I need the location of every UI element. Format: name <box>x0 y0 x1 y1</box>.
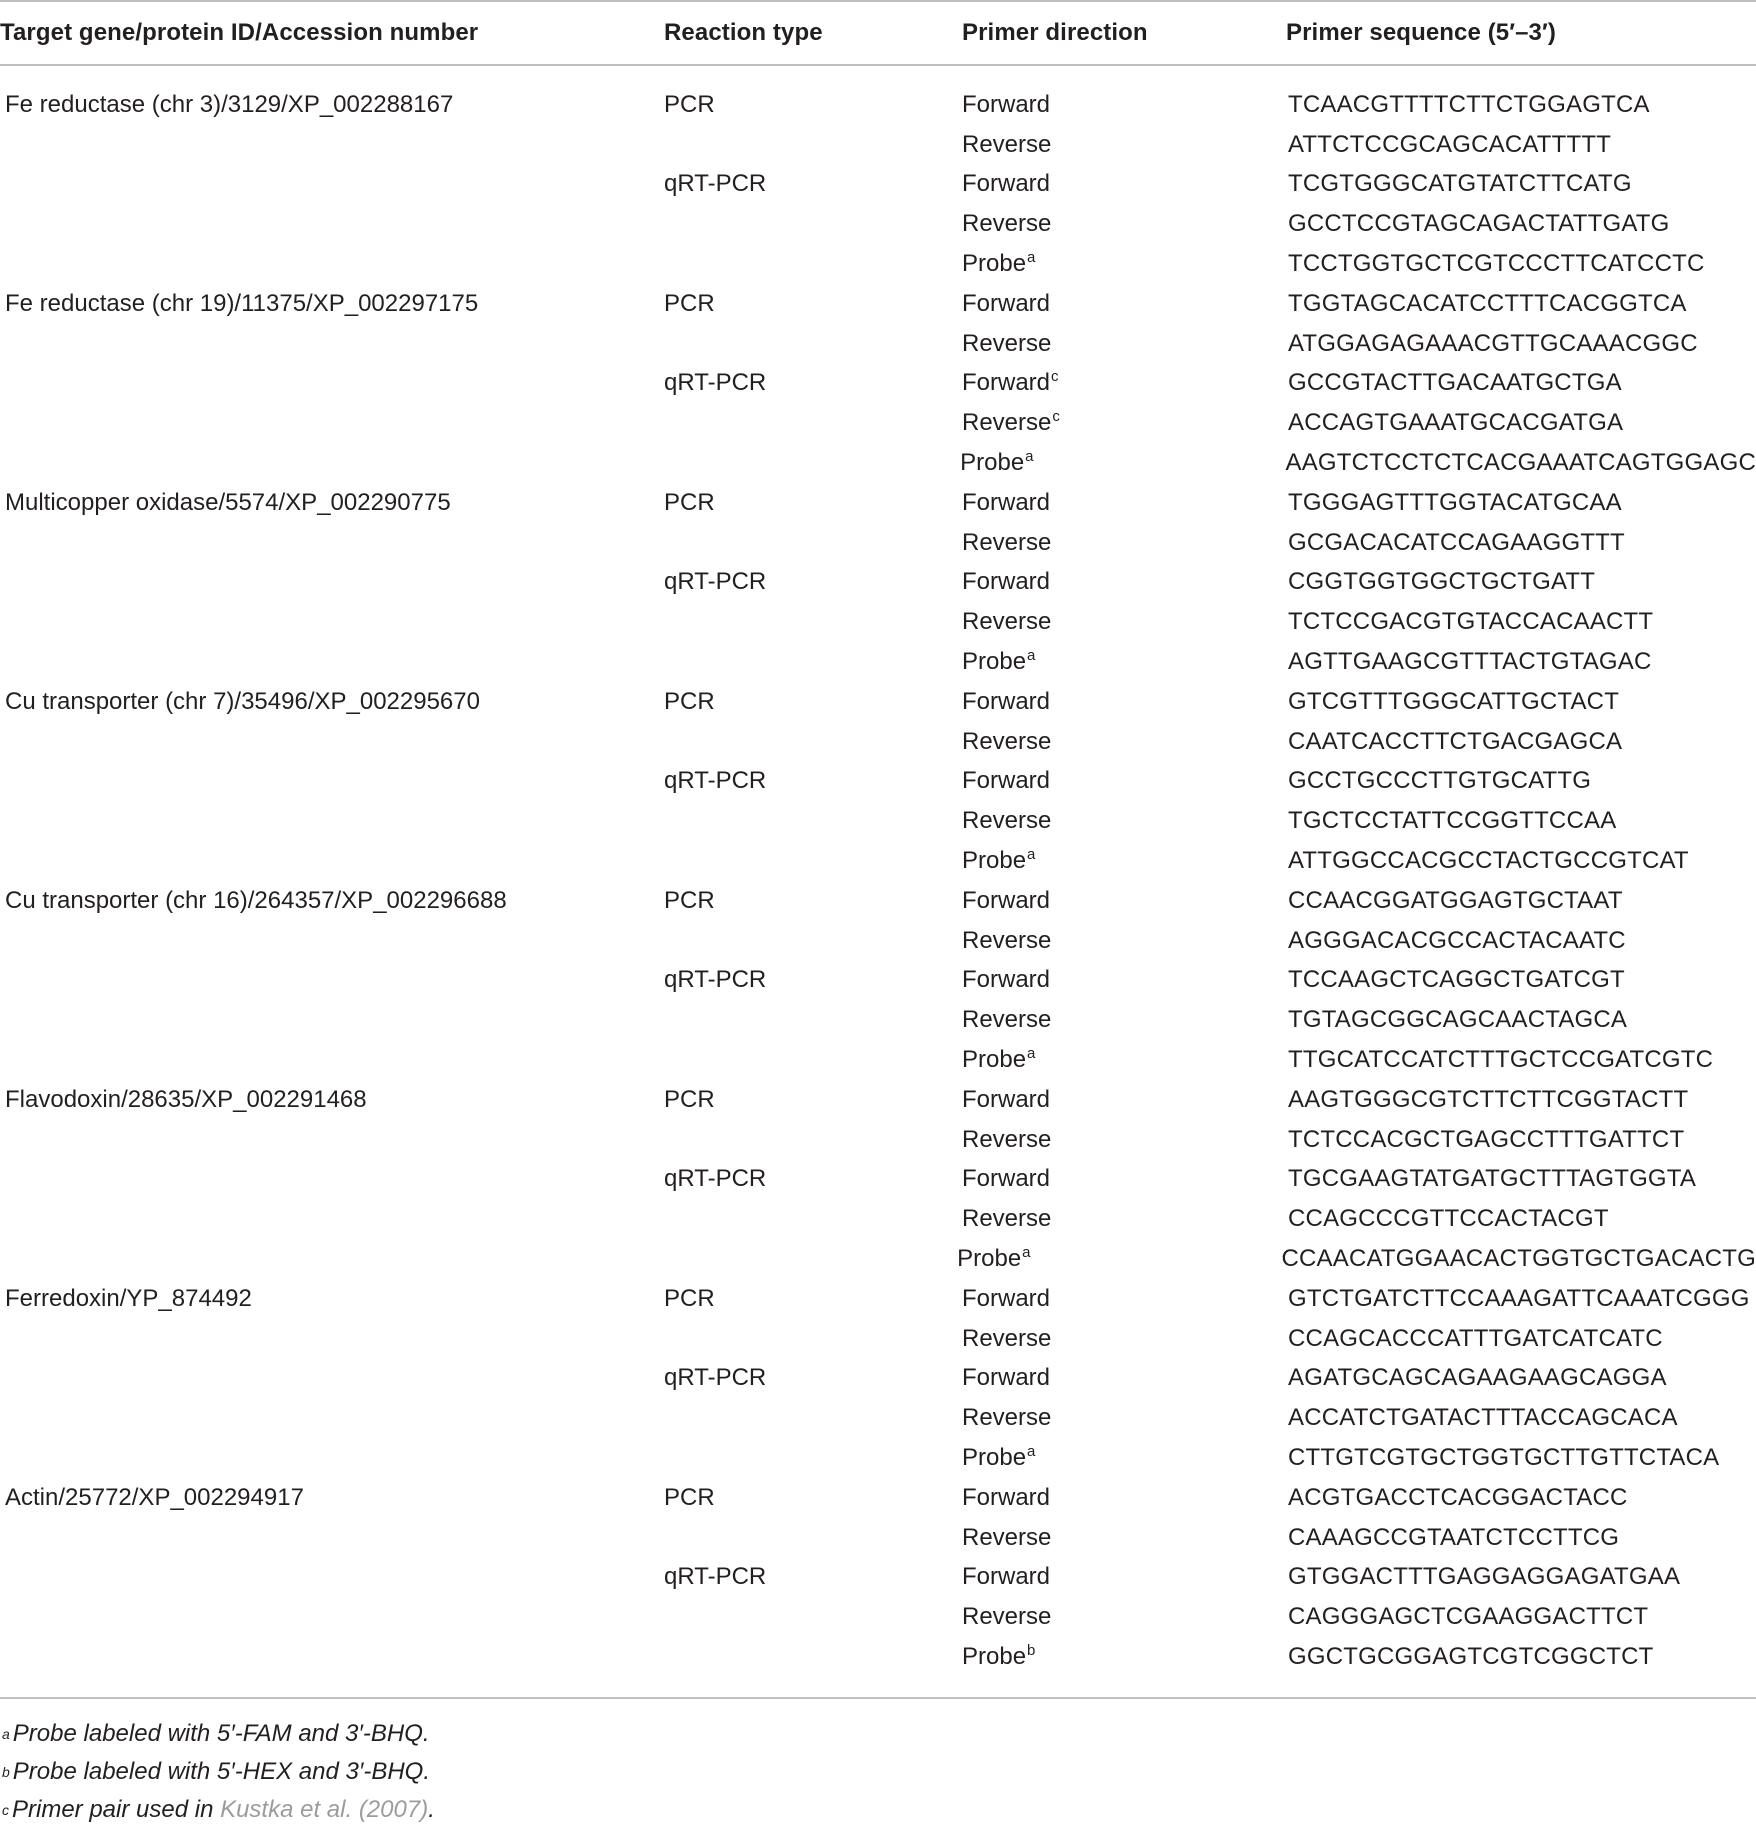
table-row <box>0 881 1756 921</box>
direction-label: Forward <box>962 289 1051 317</box>
direction-label: Forward <box>962 568 1051 596</box>
cell-gene: Multicopper oxidase/5574/XP_002290775 <box>5 488 451 516</box>
cell-reaction: PCR <box>664 687 715 715</box>
cell-reaction: qRT-PCR <box>664 568 767 596</box>
cell-direction <box>962 1008 1286 1032</box>
direction-label: Forward <box>962 966 1051 994</box>
cell-direction <box>962 1442 1286 1471</box>
cell-direction <box>962 1167 1286 1191</box>
cell-sequence: CCAACATGGAACACTGGTGCTGACACTG <box>1281 1245 1756 1272</box>
direction-label: Reverse <box>962 1404 1052 1432</box>
direction-label: Reverse <box>962 210 1052 238</box>
header-gene: Target gene/protein ID/Accession number <box>0 19 479 46</box>
cell-sequence: CCAGCACCCATTTGATCATCATC <box>1288 1324 1663 1352</box>
cell-direction <box>962 610 1286 634</box>
table-row <box>0 722 1756 762</box>
table-row <box>0 284 1756 324</box>
footnote-text: Probe labeled with 5′-FAM and 3′-BHQ. <box>12 1719 430 1747</box>
table-row <box>0 483 1756 523</box>
table-row <box>0 1597 1756 1637</box>
direction-label: Reverse <box>962 1006 1052 1034</box>
direction-label: Forward <box>962 767 1051 795</box>
cell-reaction: PCR <box>664 1483 715 1511</box>
header-direction: Primer direction <box>962 19 1148 46</box>
cell-sequence: GCCGTACTTGACAATGCTGA <box>1288 369 1622 397</box>
cell-sequence: CCAGCCCGTTCCACTACGT <box>1288 1205 1609 1233</box>
cell-direction <box>962 846 1286 875</box>
footnotes <box>0 1699 1756 1829</box>
cell-sequence: GCCTGCCCTTGTGCATTG <box>1288 767 1592 795</box>
cell-direction <box>962 1406 1286 1430</box>
cell-direction <box>962 289 1286 317</box>
cell-sequence: TCAACGTTTTCTTCTGGAGTCA <box>1288 90 1650 118</box>
direction-label: Reverse <box>962 329 1052 357</box>
cell-sequence: ACGTGACCTCACGGACTACC <box>1288 1483 1628 1511</box>
direction-label: Reverse <box>962 608 1052 636</box>
table-row <box>0 1120 1756 1160</box>
cell-reaction: qRT-PCR <box>664 767 767 795</box>
table-row <box>0 1637 1756 1677</box>
table-row <box>0 403 1756 443</box>
cell-sequence: TGGTAGCACATCCTTTCACGGTCA <box>1288 289 1687 317</box>
table-row <box>0 204 1756 244</box>
header-reaction: Reaction type <box>664 19 823 46</box>
table-row <box>0 165 1756 205</box>
cell-sequence: TGCTCCTATTCCGGTTCCAA <box>1288 807 1617 835</box>
direction-label: Probe <box>962 847 1027 875</box>
cell-sequence: GTCGTTTGGGCATTGCTACT <box>1288 687 1620 715</box>
cell-gene: Flavodoxin/28635/XP_002291468 <box>5 1085 367 1113</box>
cell-reaction: qRT-PCR <box>664 1563 767 1591</box>
footnote-marker: a <box>1027 249 1036 267</box>
cell-direction <box>962 1207 1286 1231</box>
cell-direction <box>962 130 1286 158</box>
direction-label: Forward <box>962 1483 1051 1511</box>
table-row <box>0 841 1756 881</box>
table-row <box>0 1398 1756 1438</box>
cell-direction <box>962 1085 1286 1113</box>
cell-sequence: GTCTGATCTTCCAAAGATTCAAATCGGG <box>1288 1284 1750 1312</box>
table-row <box>0 1478 1756 1518</box>
cell-direction <box>962 368 1286 397</box>
direction-label: Probe <box>962 250 1027 278</box>
cell-direction <box>962 968 1286 992</box>
cell-sequence: GCCTCCGTAGCAGACTATTGATG <box>1288 210 1670 238</box>
cell-reaction: qRT-PCR <box>664 369 767 397</box>
cell-sequence: CAATCACCTTCTGACGAGCA <box>1288 727 1623 755</box>
cell-direction <box>962 249 1286 278</box>
cell-direction <box>962 1523 1286 1551</box>
table-row <box>0 1438 1756 1478</box>
table-row <box>0 801 1756 841</box>
cell-direction <box>962 172 1286 196</box>
cell-reaction: PCR <box>664 90 715 118</box>
cell-gene: Cu transporter (chr 16)/264357/XP_002296688 <box>5 886 507 914</box>
cell-direction <box>960 448 1283 477</box>
direction-label: Forward <box>962 369 1051 397</box>
table-row <box>0 961 1756 1001</box>
direction-label: Forward <box>962 886 1051 914</box>
direction-label: Reverse <box>962 807 1052 835</box>
table-row <box>0 1557 1756 1597</box>
cell-direction <box>962 926 1286 954</box>
table-row <box>0 921 1756 961</box>
footnote-marker: a <box>1025 448 1034 466</box>
cell-sequence: TCGTGGGCATGTATCTTCATG <box>1288 170 1632 198</box>
cell-direction <box>962 647 1286 676</box>
cell-sequence: TCCTGGTGCTCGTCCCTTCATCCTC <box>1288 250 1705 278</box>
cell-sequence: AAGTCTCCTCTCACGAAATCAGTGGAGC <box>1285 449 1756 477</box>
cell-sequence: ATTGGCCACGCCTACTGCCGTCAT <box>1288 847 1689 875</box>
table-row <box>0 523 1756 563</box>
table-row <box>0 682 1756 722</box>
footnote-marker: a <box>1027 1442 1036 1460</box>
direction-label: Forward <box>962 90 1051 118</box>
cell-sequence: TGTAGCGGCAGCAACTAGCA <box>1288 1006 1628 1034</box>
table-row <box>0 1319 1756 1359</box>
table-row <box>0 1359 1756 1399</box>
cell-gene: Cu transporter (chr 7)/35496/XP_002295670 <box>5 687 480 715</box>
footnote-marker: a <box>1027 846 1036 864</box>
cell-reaction: qRT-PCR <box>664 966 767 994</box>
direction-label: Reverse <box>962 1523 1052 1551</box>
direction-label: Forward <box>962 170 1051 198</box>
direction-label: Probe <box>962 1046 1027 1074</box>
table-row <box>0 1080 1756 1120</box>
footnote-marker: a <box>1027 1045 1036 1063</box>
table-row <box>0 762 1756 802</box>
direction-label: Forward <box>962 1364 1051 1392</box>
cell-direction <box>962 570 1286 594</box>
footnote-marker: b <box>1027 1641 1036 1659</box>
direction-label: Forward <box>962 1563 1051 1591</box>
cell-direction <box>962 212 1286 236</box>
cell-direction <box>962 1324 1286 1352</box>
direction-label: Forward <box>962 687 1051 715</box>
cell-sequence: TCTCCACGCTGAGCCTTTGATTCT <box>1288 1125 1685 1153</box>
cell-direction <box>962 886 1286 914</box>
cell-sequence: CCAACGGATGGAGTGCTAAT <box>1288 886 1623 914</box>
table-row <box>0 563 1756 603</box>
citation-link[interactable]: Kustka et al. (2007) <box>220 1795 429 1823</box>
cell-reaction: PCR <box>664 289 715 317</box>
footnote-marker: a <box>1022 1244 1031 1261</box>
direction-label: Reverse <box>962 1324 1052 1352</box>
cell-sequence: TCTCCGACGTGTACCACAACTT <box>1288 608 1654 636</box>
footnote-text: Primer pair used in <box>12 1795 221 1823</box>
table-row <box>0 642 1756 682</box>
footnote-marker: c <box>1052 408 1060 426</box>
cell-direction <box>962 809 1286 833</box>
table-row <box>0 1518 1756 1558</box>
cell-sequence: CGGTGGTGGCTGCTGATT <box>1288 568 1596 596</box>
table-row <box>0 443 1756 483</box>
table-row <box>0 1199 1756 1239</box>
cell-reaction: qRT-PCR <box>664 1165 767 1193</box>
cell-direction <box>962 408 1286 437</box>
table-row <box>0 1000 1756 1040</box>
footnote-c: c Primer pair used in Kustka et al. (2007) . <box>2 1795 435 1823</box>
cell-direction <box>962 1125 1286 1153</box>
direction-label: Reverse <box>962 1125 1052 1153</box>
table-header <box>0 2 1756 64</box>
direction-label: Probe <box>957 1245 1022 1272</box>
table-body <box>0 66 1756 1697</box>
direction-label: Probe <box>960 449 1025 477</box>
cell-gene: Fe reductase (chr 19)/11375/XP_002297175 <box>5 289 479 317</box>
cell-sequence: CAGGGAGCTCGAAGGACTTCT <box>1288 1603 1649 1631</box>
direction-label: Reverse <box>962 926 1052 954</box>
footnote-marker: c <box>1051 368 1059 386</box>
cell-direction <box>962 1045 1286 1074</box>
cell-sequence: GTGGACTTTGAGGAGGAGATGAA <box>1288 1563 1681 1591</box>
cell-sequence: AGATGCAGCAGAAGAAGCAGGA <box>1288 1364 1667 1392</box>
cell-gene: Ferredoxin/YP_874492 <box>5 1284 252 1312</box>
cell-gene: Actin/25772/XP_002294917 <box>5 1483 304 1511</box>
direction-label: Reverse <box>962 528 1052 556</box>
cell-direction <box>962 687 1286 715</box>
cell-sequence: CTTGTCGTGCTGGTGCTTGTTCTACA <box>1288 1443 1720 1471</box>
direction-label: Reverse <box>962 130 1052 158</box>
direction-label: Probe <box>962 648 1027 676</box>
cell-sequence: ACCATCTGATACTTTACCAGCACA <box>1288 1404 1678 1432</box>
cell-sequence: AGTTGAAGCGTTTACTGTAGAC <box>1288 648 1652 676</box>
table-row <box>0 602 1756 642</box>
direction-label: Forward <box>962 1165 1051 1193</box>
direction-label: Probe <box>962 1642 1027 1670</box>
direction-label: Forward <box>962 1085 1051 1113</box>
direction-label: Reverse <box>962 1205 1052 1233</box>
cell-sequence: TGCGAAGTATGATGCTTTAGTGGTA <box>1288 1165 1697 1193</box>
table-row <box>0 324 1756 364</box>
cell-sequence: ATTCTCCGCAGCACATTTTT <box>1288 130 1612 158</box>
cell-direction <box>962 528 1286 556</box>
cell-direction <box>962 1483 1286 1511</box>
cell-direction <box>957 1244 1279 1272</box>
table-row <box>0 1279 1756 1319</box>
cell-reaction: PCR <box>664 488 715 516</box>
cell-reaction: qRT-PCR <box>664 1364 767 1392</box>
cell-sequence: GGCTGCGGAGTCGTCGGCTCT <box>1288 1642 1654 1670</box>
table-row <box>0 1160 1756 1200</box>
cell-sequence: AGGGACACGCCACTACAATC <box>1288 926 1626 954</box>
direction-label: Forward <box>962 1284 1051 1312</box>
table-row <box>0 1239 1756 1279</box>
direction-label: Forward <box>962 488 1051 516</box>
direction-label: Probe <box>962 1443 1027 1471</box>
direction-label: Reverse <box>962 409 1052 437</box>
cell-sequence: ATGGAGAGAAACGTTGCAAACGGC <box>1288 329 1698 357</box>
footnote-tail: . <box>428 1795 435 1823</box>
cell-direction <box>962 769 1286 793</box>
cell-reaction: PCR <box>664 1085 715 1113</box>
cell-sequence: CAAAGCCGTAATCTCCTTCG <box>1288 1523 1620 1551</box>
footnote-marker: a <box>1027 647 1036 665</box>
direction-label: Reverse <box>962 727 1052 755</box>
cell-sequence: GCGACACATCCAGAAGGTTT <box>1288 528 1625 556</box>
direction-label: Reverse <box>962 1603 1052 1631</box>
table-row <box>0 364 1756 404</box>
cell-reaction: qRT-PCR <box>664 170 767 198</box>
table-row <box>0 1040 1756 1080</box>
cell-sequence: ACCAGTGAAATGCACGATGA <box>1288 409 1624 437</box>
cell-sequence: TGGGAGTTTGGTACATGCAA <box>1288 488 1622 516</box>
footnote-b: b Probe labeled with 5′-HEX and 3′-BHQ. <box>2 1757 431 1785</box>
cell-direction <box>962 727 1286 755</box>
cell-direction <box>962 1565 1286 1589</box>
cell-gene: Fe reductase (chr 3)/3129/XP_002288167 <box>5 90 454 118</box>
cell-sequence: AAGTGGGCGTCTTCTTCGGTACTT <box>1288 1085 1689 1113</box>
cell-direction <box>962 1641 1286 1670</box>
cell-reaction: PCR <box>664 1284 715 1312</box>
cell-sequence: TTGCATCCATCTTTGCTCCGATCGTC <box>1288 1046 1714 1074</box>
header-sequence: Primer sequence (5′–3′) <box>1286 19 1556 46</box>
cell-direction <box>962 90 1286 118</box>
table-row <box>0 85 1756 125</box>
cell-direction <box>962 1366 1286 1390</box>
cell-direction <box>962 488 1286 516</box>
cell-direction <box>962 329 1286 357</box>
cell-direction <box>962 1605 1286 1629</box>
cell-reaction: PCR <box>664 886 715 914</box>
cell-direction <box>962 1284 1286 1312</box>
footnote-text: Probe labeled with 5′-HEX and 3′-BHQ. <box>12 1757 431 1785</box>
cell-sequence: TCCAAGCTCAGGCTGATCGT <box>1288 966 1625 994</box>
footnote-a: a Probe labeled with 5′-FAM and 3′-BHQ. <box>2 1719 430 1747</box>
table-row <box>0 244 1756 284</box>
table-row <box>0 125 1756 165</box>
